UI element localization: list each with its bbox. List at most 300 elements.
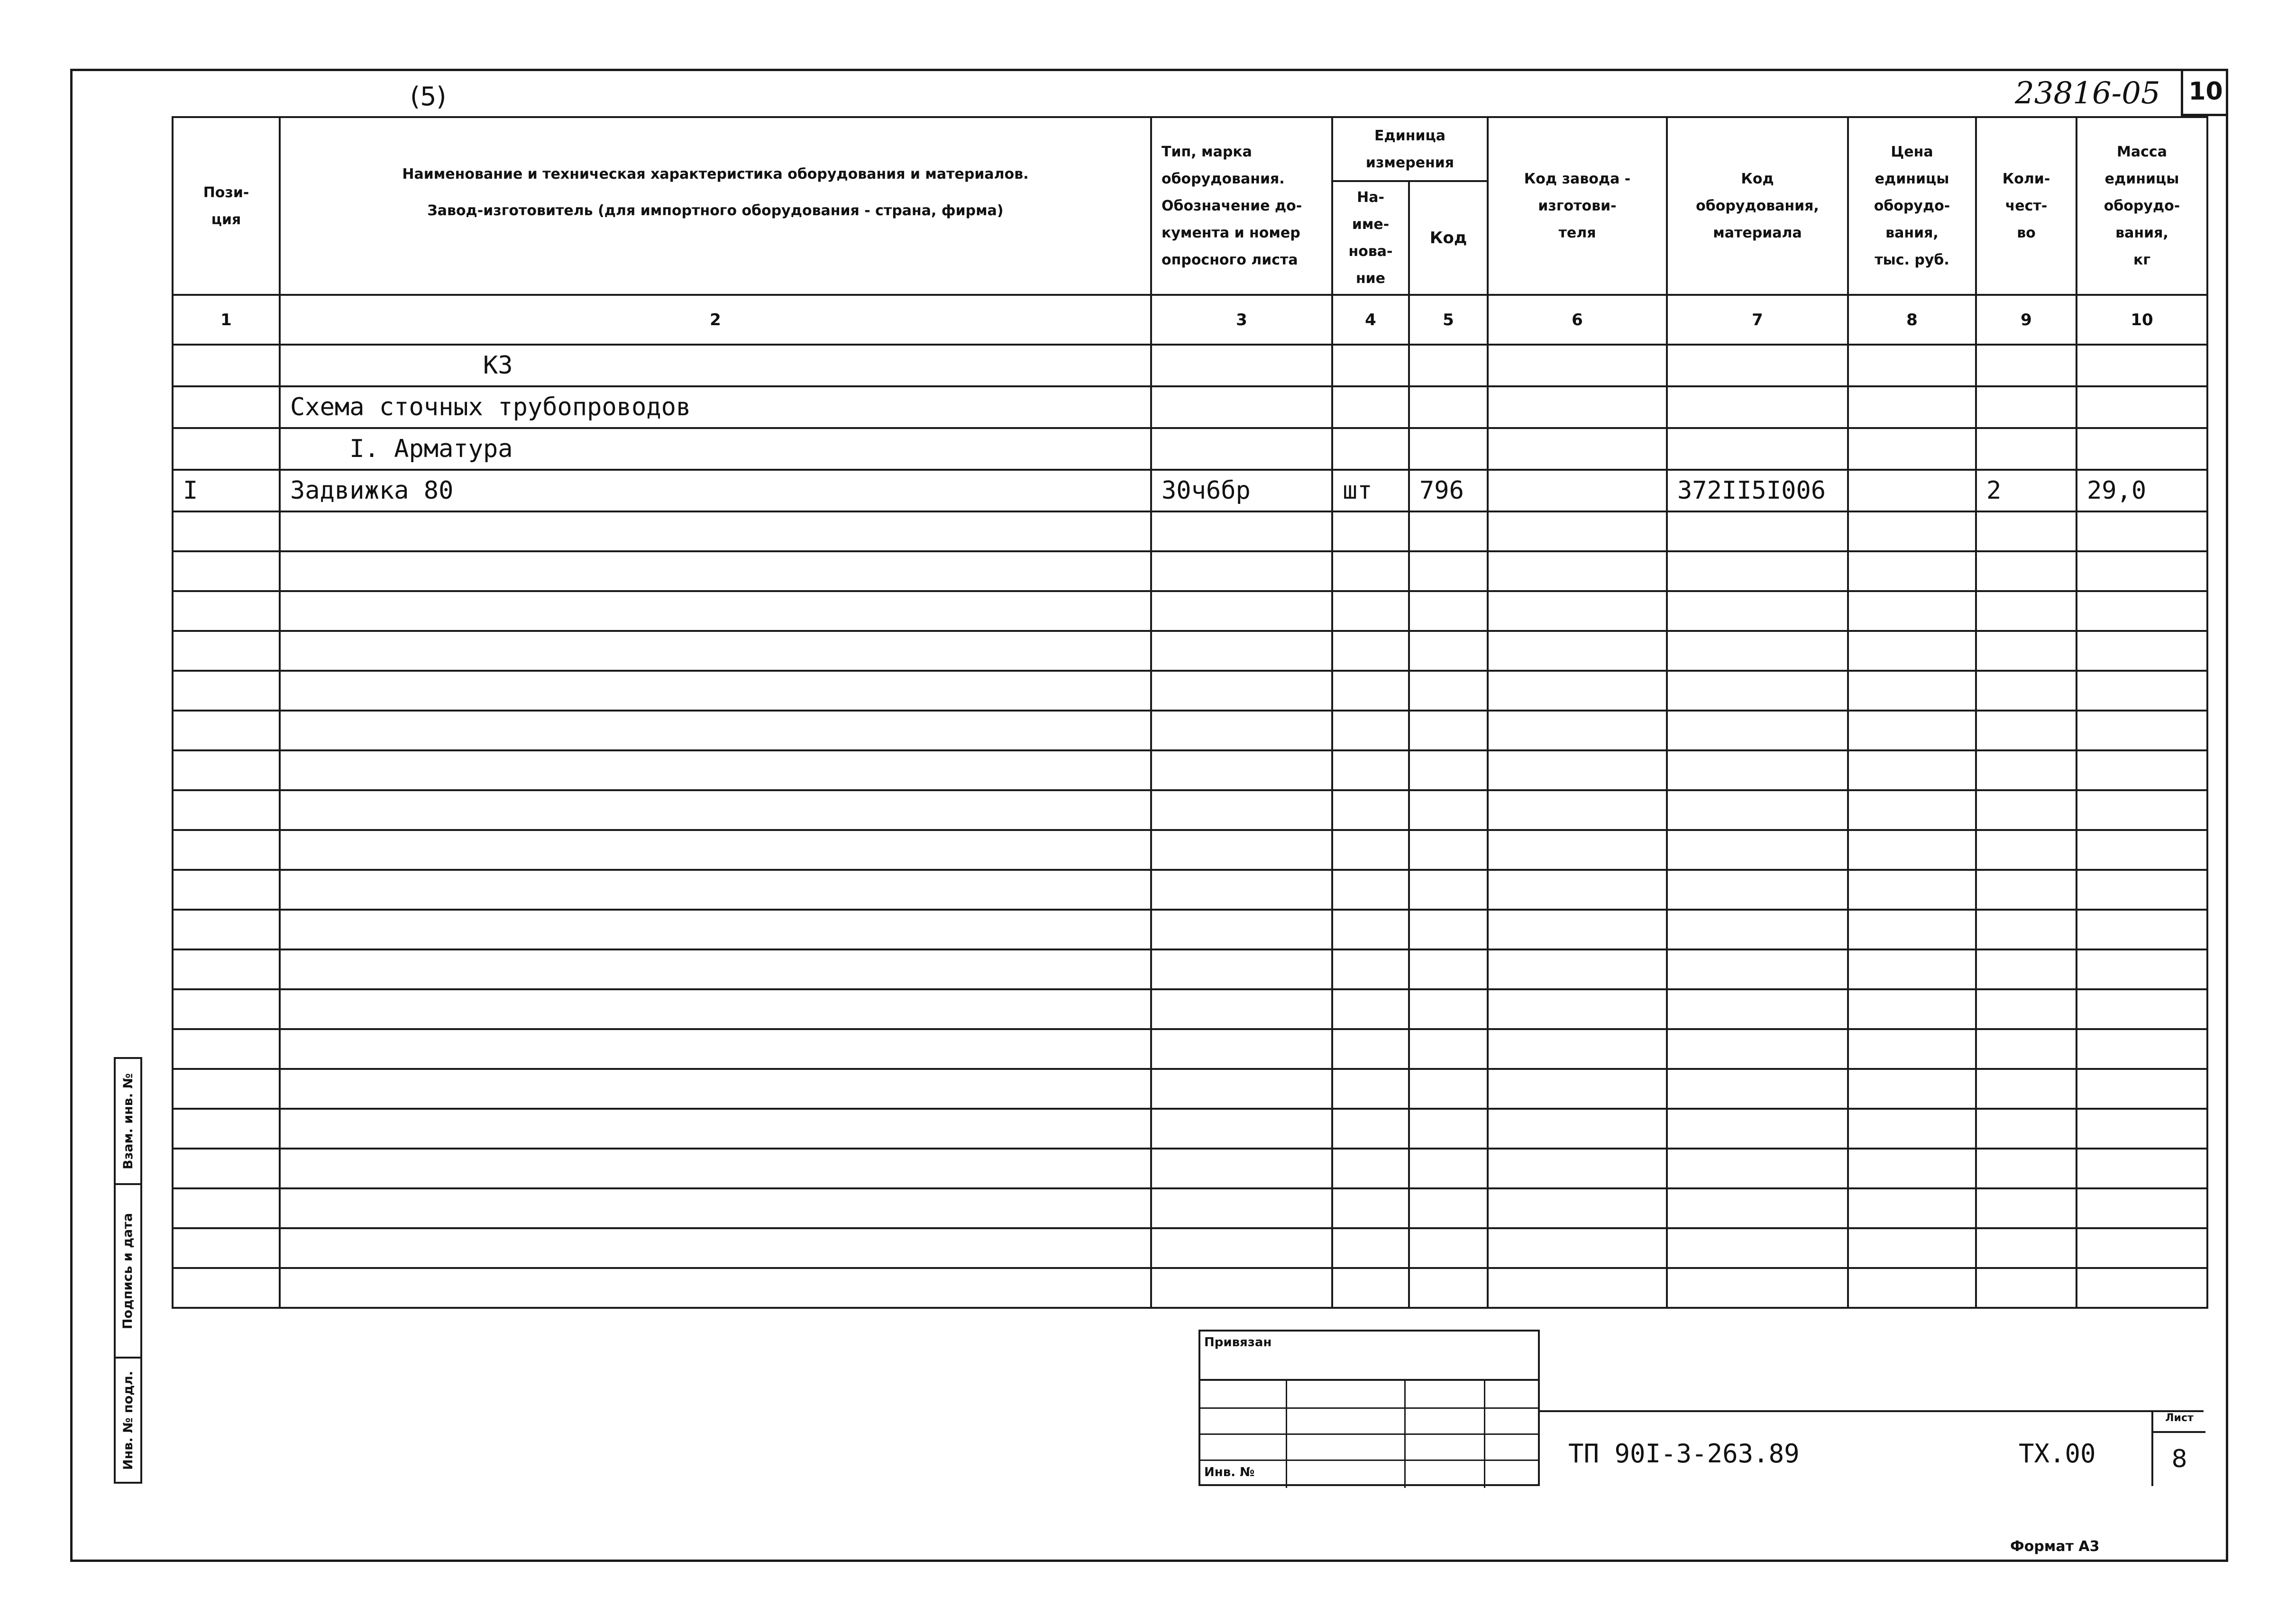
empty-cell — [1488, 1268, 1667, 1308]
empty-cell — [1667, 711, 1848, 750]
empty-row — [173, 910, 2207, 949]
empty-cell — [1667, 1029, 1848, 1069]
cell-price — [1848, 345, 1976, 386]
empty-cell — [1488, 750, 1667, 790]
empty-row — [173, 551, 2207, 591]
empty-row — [173, 1268, 2207, 1308]
empty-cell — [1848, 591, 1976, 631]
empty-cell — [1151, 1228, 1332, 1268]
empty-cell — [1151, 830, 1332, 870]
empty-cell — [1976, 591, 2076, 631]
empty-cell — [1332, 551, 1409, 591]
empty-cell — [280, 1228, 1151, 1268]
empty-cell — [1409, 631, 1488, 671]
empty-cell — [1667, 1228, 1848, 1268]
empty-cell — [1848, 910, 1976, 949]
cell-position — [173, 386, 280, 428]
empty-cell — [1151, 1109, 1332, 1149]
empty-cell — [1667, 631, 1848, 671]
empty-cell — [1976, 1109, 2076, 1149]
empty-cell — [280, 631, 1151, 671]
empty-cell — [1409, 511, 1488, 551]
empty-cell — [1409, 1228, 1488, 1268]
empty-cell — [1976, 1029, 2076, 1069]
empty-cell — [1667, 1069, 1848, 1109]
empty-cell — [280, 711, 1151, 750]
empty-cell — [1976, 711, 2076, 750]
empty-cell — [2076, 830, 2207, 870]
empty-cell — [1409, 711, 1488, 750]
cell-unit — [1332, 345, 1409, 386]
empty-cell — [1976, 1228, 2076, 1268]
empty-cell — [173, 1029, 280, 1069]
empty-cell — [1667, 830, 1848, 870]
empty-cell — [1976, 631, 2076, 671]
empty-cell — [1488, 1029, 1667, 1069]
empty-cell — [1409, 1268, 1488, 1308]
empty-row — [173, 591, 2207, 631]
header-unit-name: На- име- нова- ние — [1332, 181, 1409, 295]
cell-maker-code — [1488, 386, 1667, 428]
cell-name: КЗ — [280, 345, 1151, 386]
empty-cell — [1151, 671, 1332, 711]
empty-cell — [1976, 830, 2076, 870]
cell-unit — [1332, 428, 1409, 470]
empty-row — [173, 1109, 2207, 1149]
empty-cell — [173, 1228, 280, 1268]
empty-cell — [1488, 711, 1667, 750]
table-row — [173, 386, 2207, 428]
section-code: ТХ.00 — [2019, 1439, 2096, 1469]
empty-cell — [1848, 750, 1976, 790]
empty-cell — [1151, 1069, 1332, 1109]
empty-cell — [1409, 551, 1488, 591]
header-type: Тип, марка оборудования. Обозначение до- кумента и номер опросного листа — [1151, 117, 1332, 295]
empty-row — [173, 830, 2207, 870]
empty-cell — [2076, 1029, 2207, 1069]
empty-cell — [280, 551, 1151, 591]
empty-cell — [2076, 711, 2207, 750]
empty-cell — [1488, 591, 1667, 631]
column-number: 1 — [173, 295, 280, 345]
header-maker-code: Код завода - изготови- теля — [1488, 117, 1667, 295]
empty-cell — [1332, 1268, 1409, 1308]
empty-cell — [173, 511, 280, 551]
cell-name: Схема сточных трубопроводов — [280, 386, 1151, 428]
cell-quantity: 2 — [1976, 470, 2076, 511]
empty-cell — [1667, 1149, 1848, 1188]
column-number-row — [173, 295, 2207, 345]
empty-cell — [1332, 1188, 1409, 1228]
empty-cell — [280, 949, 1151, 989]
empty-cell — [1848, 1188, 1976, 1228]
empty-cell — [1151, 631, 1332, 671]
empty-cell — [1848, 671, 1976, 711]
cell-type: 30ч6бр — [1151, 470, 1332, 511]
empty-cell — [280, 1149, 1151, 1188]
empty-cell — [1488, 949, 1667, 989]
cell-unit-code: 796 — [1409, 470, 1488, 511]
project-code: ТП 90I-3-263.89 — [1568, 1439, 1800, 1469]
empty-cell — [1332, 790, 1409, 830]
empty-cell — [1151, 711, 1332, 750]
empty-row — [173, 671, 2207, 711]
empty-cell — [2076, 910, 2207, 949]
empty-cell — [280, 671, 1151, 711]
empty-cell — [2076, 870, 2207, 910]
empty-cell — [1976, 989, 2076, 1029]
cell-maker-code — [1488, 470, 1667, 511]
cell-type — [1151, 386, 1332, 428]
column-number: 5 — [1409, 295, 1488, 345]
empty-cell — [173, 671, 280, 711]
header-position: Пози- ция — [173, 117, 280, 295]
cell-unit-code — [1409, 345, 1488, 386]
side-stamp — [114, 1057, 172, 1484]
cell-type — [1151, 428, 1332, 470]
cell-position — [173, 428, 280, 470]
empty-cell — [1667, 511, 1848, 551]
empty-cell — [1332, 1109, 1409, 1149]
empty-cell — [173, 910, 280, 949]
empty-cell — [1848, 631, 1976, 671]
empty-cell — [1488, 989, 1667, 1029]
cell-price — [1848, 386, 1976, 428]
header-unit-group: Единица измерения — [1332, 117, 1488, 181]
empty-row — [173, 1029, 2207, 1069]
empty-cell — [173, 551, 280, 591]
empty-cell — [1976, 750, 2076, 790]
empty-cell — [1667, 1188, 1848, 1228]
empty-cell — [2076, 1188, 2207, 1228]
empty-cell — [1151, 511, 1332, 551]
empty-cell — [1848, 870, 1976, 910]
empty-cell — [1976, 551, 2076, 591]
column-number: 9 — [1976, 295, 2076, 345]
empty-cell — [1332, 949, 1409, 989]
empty-row — [173, 1069, 2207, 1109]
empty-cell — [1667, 910, 1848, 949]
empty-cell — [280, 1109, 1151, 1149]
empty-cell — [173, 989, 280, 1029]
empty-cell — [1976, 870, 2076, 910]
empty-cell — [173, 631, 280, 671]
empty-cell — [1488, 1149, 1667, 1188]
empty-cell — [1332, 511, 1409, 551]
column-number: 6 — [1488, 295, 1667, 345]
empty-cell — [1488, 631, 1667, 671]
empty-cell — [1151, 790, 1332, 830]
empty-cell — [1332, 830, 1409, 870]
empty-cell — [1332, 910, 1409, 949]
empty-cell — [1151, 910, 1332, 949]
empty-cell — [1409, 591, 1488, 631]
empty-cell — [173, 591, 280, 631]
empty-cell — [1151, 591, 1332, 631]
side-stamp-inv-replace: Взам. инв. № — [114, 1057, 142, 1185]
empty-cell — [1848, 1109, 1976, 1149]
empty-row — [173, 989, 2207, 1029]
empty-cell — [1151, 1149, 1332, 1188]
attachment-stamp — [1198, 1330, 1540, 1486]
empty-cell — [280, 1268, 1151, 1308]
table-row — [173, 345, 2207, 386]
empty-cell — [280, 790, 1151, 830]
empty-cell — [1848, 1268, 1976, 1308]
empty-cell — [280, 511, 1151, 551]
empty-cell — [280, 591, 1151, 631]
empty-row — [173, 1228, 2207, 1268]
empty-cell — [280, 1069, 1151, 1109]
column-number: 3 — [1151, 295, 1332, 345]
empty-cell — [173, 750, 280, 790]
empty-cell — [1332, 631, 1409, 671]
empty-cell — [1409, 1109, 1488, 1149]
empty-cell — [1976, 671, 2076, 711]
empty-cell — [1151, 870, 1332, 910]
empty-cell — [1332, 1069, 1409, 1109]
empty-cell — [1976, 910, 2076, 949]
stamp-inv-label: Инв. № — [1204, 1465, 1255, 1479]
sheet-label: Лист — [2153, 1412, 2205, 1433]
side-stamp-sign-date: Подпись и дата — [114, 1183, 142, 1359]
empty-cell — [2076, 1149, 2207, 1188]
empty-cell — [173, 1268, 280, 1308]
header-price: Цена единицы оборудо- вания, тыс. руб. — [1848, 117, 1976, 295]
empty-row — [173, 870, 2207, 910]
cell-mass — [2076, 428, 2207, 470]
sheet-value: 8 — [2171, 1445, 2187, 1473]
empty-cell — [280, 870, 1151, 910]
empty-cell — [1409, 989, 1488, 1029]
empty-cell — [2076, 1069, 2207, 1109]
empty-cell — [280, 1188, 1151, 1228]
header-name-line1: Наименование и техническая характеристика оборудования и материалов. — [402, 166, 1029, 182]
page-mark: (5) — [410, 82, 447, 111]
empty-row — [173, 1188, 2207, 1228]
empty-cell — [1409, 949, 1488, 989]
header-name — [280, 117, 1151, 295]
empty-cell — [1667, 989, 1848, 1029]
empty-cell — [1976, 1149, 2076, 1188]
empty-cell — [1409, 1149, 1488, 1188]
empty-cell — [1848, 830, 1976, 870]
header-name-line2: Завод-изготовитель (для импортного оборудования - страна, фирма) — [427, 202, 1004, 219]
table-row — [173, 470, 2207, 511]
empty-cell — [2076, 989, 2207, 1029]
empty-cell — [2076, 1228, 2207, 1268]
empty-cell — [1409, 1029, 1488, 1069]
column-number: 2 — [280, 295, 1151, 345]
cell-unit-code — [1409, 386, 1488, 428]
empty-cell — [1667, 790, 1848, 830]
empty-cell — [1332, 1228, 1409, 1268]
empty-cell — [1151, 1268, 1332, 1308]
cell-equipment-code — [1667, 386, 1848, 428]
sheet-box — [2151, 1412, 2205, 1486]
empty-cell — [1848, 1029, 1976, 1069]
empty-cell — [1488, 1228, 1667, 1268]
empty-cell — [173, 830, 280, 870]
document-number: 23816-05 — [2015, 76, 2160, 111]
empty-row — [173, 790, 2207, 830]
empty-cell — [1409, 671, 1488, 711]
empty-cell — [1848, 949, 1976, 989]
empty-row — [173, 511, 2207, 551]
empty-cell — [2076, 750, 2207, 790]
empty-cell — [1151, 949, 1332, 989]
empty-cell — [2076, 511, 2207, 551]
sheet-number-box — [2181, 69, 2228, 116]
column-number: 7 — [1667, 295, 1848, 345]
column-number: 8 — [1848, 295, 1976, 345]
empty-cell — [173, 711, 280, 750]
cell-quantity — [1976, 386, 2076, 428]
empty-cell — [1488, 870, 1667, 910]
cell-mass — [2076, 386, 2207, 428]
cell-mass — [2076, 345, 2207, 386]
empty-cell — [1488, 511, 1667, 551]
sheet-number: 10 — [2188, 77, 2223, 106]
cell-name: Задвижка 80 — [280, 470, 1151, 511]
cell-mass: 29,0 — [2076, 470, 2207, 511]
empty-cell — [1151, 551, 1332, 591]
empty-cell — [1332, 591, 1409, 631]
empty-cell — [1848, 551, 1976, 591]
empty-cell — [1332, 711, 1409, 750]
header-mass: Масса единицы оборудо- вания, кг — [2076, 117, 2207, 295]
empty-row — [173, 750, 2207, 790]
empty-cell — [1409, 750, 1488, 790]
empty-cell — [173, 1109, 280, 1149]
empty-cell — [2076, 631, 2207, 671]
empty-cell — [1151, 1029, 1332, 1069]
empty-cell — [1976, 1188, 2076, 1228]
empty-cell — [2076, 1268, 2207, 1308]
cell-price — [1848, 428, 1976, 470]
empty-cell — [1976, 949, 2076, 989]
empty-cell — [1848, 1228, 1976, 1268]
empty-cell — [1332, 989, 1409, 1029]
header-equipment-code: Код оборудования, материала — [1667, 117, 1848, 295]
empty-cell — [173, 1149, 280, 1188]
specification-table — [172, 116, 2208, 1309]
empty-cell — [1409, 1069, 1488, 1109]
empty-cell — [1409, 790, 1488, 830]
cell-unit-code — [1409, 428, 1488, 470]
empty-cell — [1488, 910, 1667, 949]
cell-unit — [1332, 386, 1409, 428]
empty-cell — [173, 1069, 280, 1109]
empty-cell — [1409, 1188, 1488, 1228]
table-row — [173, 428, 2207, 470]
empty-cell — [2076, 790, 2207, 830]
empty-cell — [2076, 949, 2207, 989]
format-label: Формат А3 — [2010, 1538, 2100, 1555]
empty-cell — [1409, 910, 1488, 949]
empty-cell — [1332, 1149, 1409, 1188]
empty-cell — [173, 949, 280, 989]
cell-equipment-code — [1667, 345, 1848, 386]
empty-cell — [1976, 1069, 2076, 1109]
empty-cell — [1848, 790, 1976, 830]
empty-row — [173, 631, 2207, 671]
empty-cell — [1488, 790, 1667, 830]
empty-cell — [1488, 1069, 1667, 1109]
empty-cell — [280, 989, 1151, 1029]
empty-cell — [280, 830, 1151, 870]
empty-cell — [1848, 989, 1976, 1029]
empty-row — [173, 711, 2207, 750]
empty-cell — [2076, 1109, 2207, 1149]
empty-cell — [280, 1029, 1151, 1069]
empty-cell — [1667, 671, 1848, 711]
empty-cell — [1667, 949, 1848, 989]
header-unit-code: Код — [1409, 181, 1488, 295]
column-number: 10 — [2076, 295, 2207, 345]
cell-type — [1151, 345, 1332, 386]
empty-cell — [1332, 671, 1409, 711]
cell-quantity — [1976, 345, 2076, 386]
cell-position: I — [173, 470, 280, 511]
empty-cell — [1667, 1109, 1848, 1149]
header-quantity: Коли- чест- во — [1976, 117, 2076, 295]
cell-name: I. Арматура — [280, 428, 1151, 470]
title-block — [1540, 1410, 2204, 1488]
empty-cell — [173, 870, 280, 910]
column-number: 4 — [1332, 295, 1409, 345]
empty-cell — [1667, 870, 1848, 910]
empty-cell — [1332, 750, 1409, 790]
cell-price — [1848, 470, 1976, 511]
empty-cell — [173, 790, 280, 830]
empty-cell — [1332, 870, 1409, 910]
cell-position — [173, 345, 280, 386]
empty-cell — [2076, 671, 2207, 711]
cell-equipment-code: 372II5I006 — [1667, 470, 1848, 511]
empty-cell — [1848, 1149, 1976, 1188]
empty-cell — [1151, 750, 1332, 790]
empty-cell — [1409, 830, 1488, 870]
empty-cell — [1976, 1268, 2076, 1308]
empty-cell — [1848, 1069, 1976, 1109]
empty-cell — [1667, 551, 1848, 591]
empty-cell — [1409, 870, 1488, 910]
empty-cell — [1848, 711, 1976, 750]
empty-cell — [1488, 1109, 1667, 1149]
empty-cell — [1667, 1268, 1848, 1308]
empty-cell — [1667, 591, 1848, 631]
empty-cell — [1488, 1188, 1667, 1228]
empty-cell — [1488, 551, 1667, 591]
empty-cell — [1488, 830, 1667, 870]
empty-row — [173, 1149, 2207, 1188]
empty-cell — [2076, 591, 2207, 631]
empty-cell — [280, 750, 1151, 790]
empty-cell — [1976, 790, 2076, 830]
empty-cell — [1151, 989, 1332, 1029]
empty-cell — [173, 1188, 280, 1228]
empty-cell — [2076, 551, 2207, 591]
empty-cell — [280, 910, 1151, 949]
cell-maker-code — [1488, 428, 1667, 470]
cell-quantity — [1976, 428, 2076, 470]
empty-cell — [1667, 750, 1848, 790]
cell-equipment-code — [1667, 428, 1848, 470]
cell-unit: шт — [1332, 470, 1409, 511]
side-stamp-inv-orig: Инв. № подл. — [114, 1357, 142, 1484]
stamp-attached-label: Привязан — [1204, 1335, 1272, 1350]
